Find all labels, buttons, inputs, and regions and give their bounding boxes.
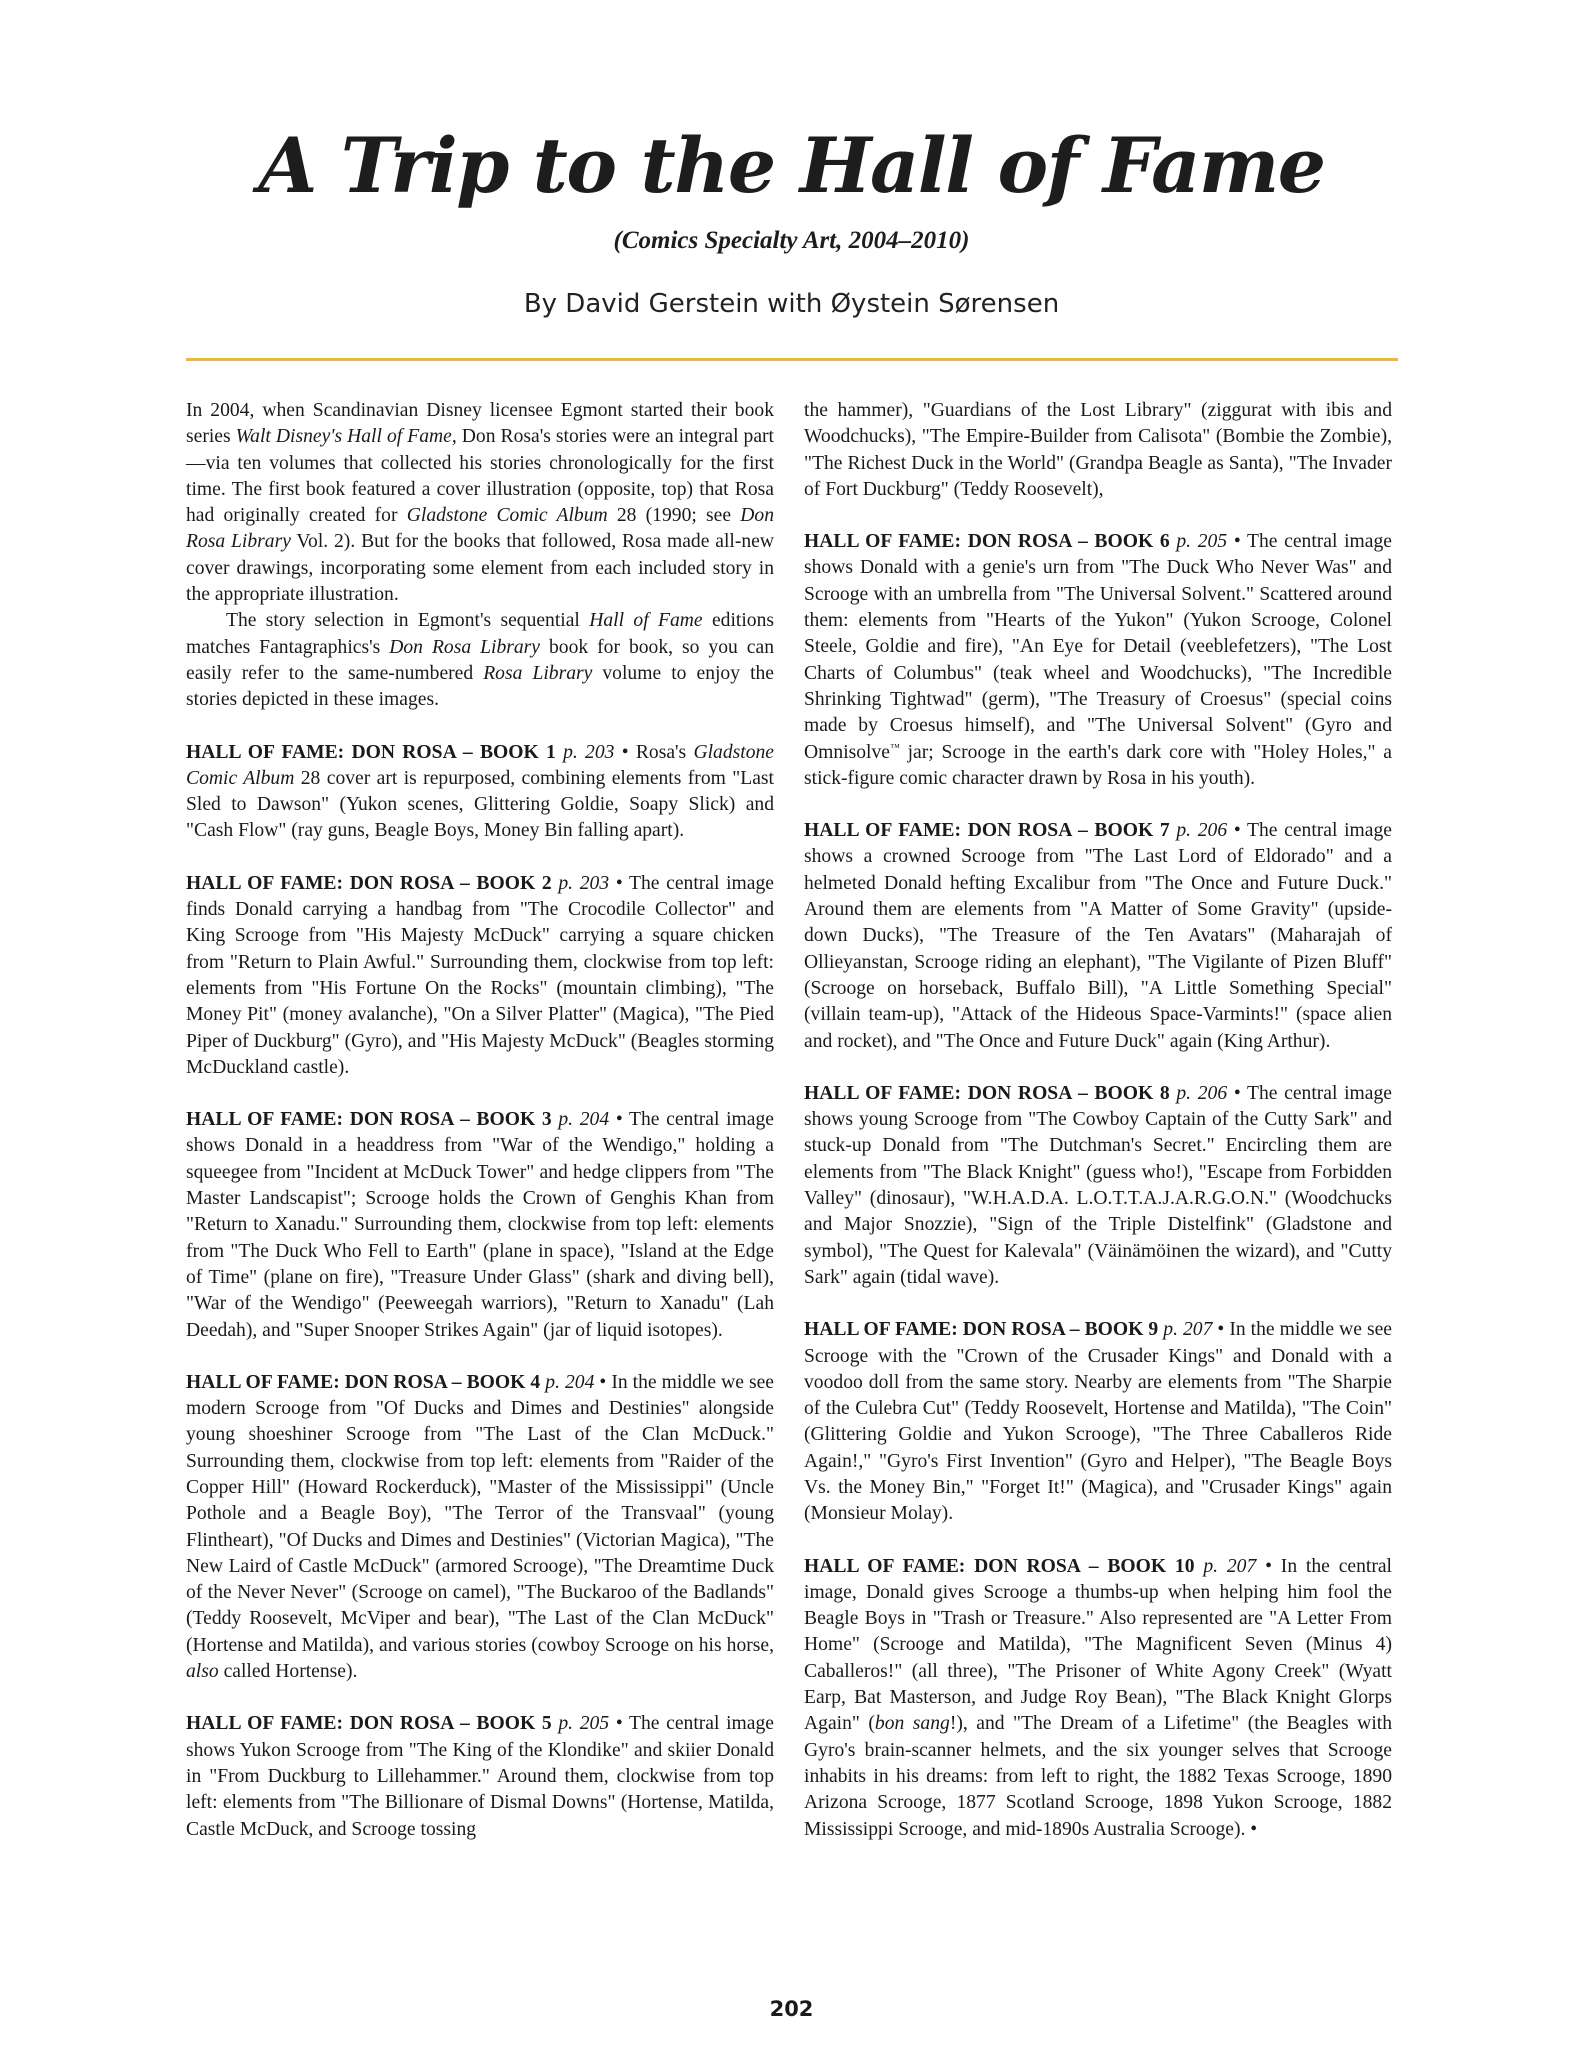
book-4-entry: HALL OF FAME: DON ROSA – BOOK 4 p. 204 • In the middle we see modern Scrooge from "Of Ducks and Dimes and Destinies" alongside young shoeshiner Scrooge from "The Last of the Clan McDuck." Surrounding them, clockwise from top left: elements from "Raider of the Copper Hill" (Howard Rockerduck), "Master of the Mississippi" (Uncle Pothole and a Beagle Boy), "The Terror of the Transvaal" (young Flintheart), "Of Ducks and Dimes and Destinies" (Victorian Magica), "The New Laird of Castle McDuck" (armored Scrooge), "The Dreamtime Duck of the Never Never" (Scrooge on camel), "The Buckaroo of the Badlands" (Teddy Roosevelt, McViper and bear), "The Last of the Clan McDuck" (Hortense and Matilda), and various stories (cowboy Scrooge on his horse, also called Hortense). [186, 1371, 775, 1683]
divider-rule [186, 358, 1398, 361]
book-5-entry: HALL OF FAME: DON ROSA – BOOK 5 p. 205 • The central image shows Yukon Scrooge from "The King of the Klondike" and skiier Donald in "From Duckburg to Lillehammer." Around them, clockwise from top left: elements from "The Billionare of Dismal Downs" (Hortense, Matilda, Castle McDuck, and Scrooge tossing [186, 1713, 774, 1840]
book-5-page-ref: p. 205 [558, 1713, 610, 1735]
book-8-heading: HALL OF FAME: DON ROSA – BOOK 8 [804, 1082, 1170, 1104]
book-9-page-ref: p. 207 [1163, 1319, 1213, 1341]
page-subtitle: (Comics Specialty Art, 2004–2010) [613, 227, 970, 254]
book-10-entry: HALL OF FAME: DON ROSA – BOOK 10 p. 207 • In the central image, Donald gives Scrooge a thumbs-up when helping him fool the Beagle Boys in "Trash or Treasure." Also represented are "A Letter From Home" (Scrooge and Matilda), "The Magnificent Seven (Minus 4) Caballeros!" (all three), "The Prisoner of White Agony Creek" (Wyatt Earp, Bat Masterson, and Judge Roy Bean), "The Black Knight Glorps Again" (bon sang!), and "The Dream of a Lifetime" (the Beagles with Gyro's brain-scanner helmets, and the six younger selves that Scrooge inhabits in his dreams: from left to right, the 1882 Texas Scrooge, 1890 Arizona Scrooge, 1877 Scotland Scrooge, 1898 Yukon Scrooge, 1882 Mississippi Scrooge, and mid-1890s Australia Scrooge). • [804, 1555, 1393, 1840]
book-1-page-ref: p. 203 [563, 741, 615, 763]
right-column [804, 398, 1392, 1869]
book-6-page-ref: p. 205 [1176, 531, 1228, 553]
book-2-page-ref: p. 203 [558, 872, 610, 894]
byline: By David Gerstein with Øystein Sørensen [523, 289, 1060, 319]
book-6-entry: HALL OF FAME: DON ROSA – BOOK 6 p. 205 • The central image shows Donald with a genie's urn from "The Duck Who Never Was" and Scrooge with an umbrella from "The Universal Solvent." Scattered around them: elements from "Hearts of the Yukon" (Yukon Scrooge, Colonel Steele, Goldie and fire), "An Eye for Detail (veeblefetzers), "The Lost Charts of Columbus" (teak wheel and Woodchucks), "The Incredible Shrinking Tightwad" (germ), "The Treasury of Croesus" (special coins made by Croesus himself), and "The Universal Solvent" (Gyro and Omnisolve™ jar; Scrooge in the earth's dark core with "Holey Holes," a stick-figure comic character drawn by Rosa in his youth). [804, 531, 1392, 789]
book-3-heading: HALL OF FAME: DON ROSA – BOOK 3 [186, 1109, 552, 1131]
book-3-entry: HALL OF FAME: DON ROSA – BOOK 3 p. 204 • The central image shows Donald in a headdress from "War of the Wendigo," holding a squeegee from "Incident at McDuck Tower" and hedge clippers from "The Master Landscapist"; Scrooge holds the Crown of Genghis Khan from "Return to Xanadu." Surrounding them, clockwise from top left: elements from "The Duck Who Fell to Earth" (plane in space), "Island at the Edge of Time" (plane on fire), "Treasure Under Glass" (shark and diving bell), "War of the Wendigo" (Peeweegah warriors), "Return to Xanadu" (Lah Deedah), and "Super Snooper Strikes Again" (jar of liquid isotopes). [186, 1109, 774, 1341]
book-8-page-ref: p. 206 [1176, 1082, 1228, 1104]
page-number: 202 [769, 1997, 814, 2021]
book-7-heading: HALL OF FAME: DON ROSA – BOOK 7 [804, 820, 1170, 842]
book-10-heading: HALL OF FAME: DON ROSA – BOOK 10 [804, 1555, 1195, 1577]
book-1-entry: HALL OF FAME: DON ROSA – BOOK 1 p. 203 • Rosa's Gladstone Comic Album 28 cover art is repurposed, combining elements from "Last Sled to Dawson" (Yukon scenes, Glittering Goldie, Soapy Slick) and "Cash Flow" (ray guns, Beagle Boys, Money Bin falling apart). [186, 741, 774, 842]
book-9-heading: HALL OF FAME: DON ROSA – BOOK 9 [804, 1319, 1159, 1341]
intro-paragraph-2: The story selection in Egmont's sequential Hall of Fame editions matches Fantagraphics's Don Rosa Library book for book, so you can easily refer to the same-numbered Rosa Library volume to enjoy the stories depicted in these images. [186, 610, 775, 711]
book-4-page-ref: p. 204 [545, 1371, 595, 1393]
book-5-entry-continued: the hammer), "Guardians of the Lost Library" (ziggurat with ibis and Woodchucks), "The Empire-Builder from Calisota" (Bombie the Zombie), "The Richest Duck in the World" (Grandpa Beagle as Santa), "The Invader of Fort Duckburg" (Teddy Roosevelt), [804, 400, 1392, 500]
book-6-heading: HALL OF FAME: DON ROSA – BOOK 6 [804, 531, 1170, 553]
book-10-page-ref: p. 207 [1203, 1555, 1257, 1577]
book-7-page-ref: p. 206 [1176, 820, 1228, 842]
page-title: A Trip to the Hall of Fame [258, 121, 1325, 210]
left-column [186, 398, 774, 1869]
intro-paragraph-1: In 2004, when Scandinavian Disney licensee Egmont started their book series Walt Disney's Hall of Fame, Don Rosa's stories were an integral part—via ten volumes that collected his stories chronologically for the first time. The first book featured a cover illustration (opposite, top) that Rosa had originally created for Gladstone Comic Album 28 (1990; see Don Rosa Library Vol. 2). But for the books that followed, Rosa made all-new cover drawings, incorporating some element from each included story in the appropriate illustration. [186, 400, 775, 606]
book-3-page-ref: p. 204 [558, 1109, 610, 1131]
book-4-heading: HALL OF FAME: DON ROSA – BOOK 4 [186, 1371, 541, 1393]
book-1-heading: HALL OF FAME: DON ROSA – BOOK 1 [186, 741, 556, 763]
book-7-entry: HALL OF FAME: DON ROSA – BOOK 7 p. 206 • The central image shows a crowned Scrooge from "The Last Lord of Eldorado" and a helmeted Donald hefting Excalibur from "The Once and Future Duck." Around them are elements from "A Matter of Some Gravity" (upside-down Ducks), "The Treasure of the Ten Avatars" (Maharajah of Ollieyanstan, Scrooge riding an elephant), "The Vigilante of Pizen Bluff" (Scrooge on horseback, Buffalo Bill), "A Little Something Special" (villain team-up), "Attack of the Hideous Space-Varmints!" (space alien and rocket), and "The Once and Future Duck" again (King Arthur). [804, 820, 1392, 1052]
book-9-entry: HALL OF FAME: DON ROSA – BOOK 9 p. 207 • In the middle we see Scrooge with the "Crown of the Crusader Kings" and Donald with a voodoo doll from the same story. Nearby are elements from "The Sharpie of the Culebra Cut" (Teddy Roosevelt, Hortense and Matilda), "The Coin" (Glittering Goldie and Yukon Scrooge), "The Three Caballeros Ride Again!," "Gyro's First Invention" (Gyro and Helper), "The Beagle Boys Vs. the Money Bin," "Forget It!" (Magica), and "Crusader Kings" again (Monsieur Molay). [804, 1319, 1393, 1525]
book-2-heading: HALL OF FAME: DON ROSA – BOOK 2 [186, 872, 552, 894]
book-2-entry: HALL OF FAME: DON ROSA – BOOK 2 p. 203 • The central image finds Donald carrying a handbag from "The Crocodile Collector" and King Scrooge from "His Majesty McDuck" carrying a square chicken from "Return to Plain Awful." Surrounding them, clockwise from top left: elements from "His Fortune On the Rocks" (mountain climbing), "The Money Pit" (money avalanche), "On a Silver Platter" (Magica), "The Pied Piper of Duckburg" (Gyro), and "His Majesty McDuck" (Beagles storming McDuckland castle). [186, 872, 774, 1078]
book-5-heading: HALL OF FAME: DON ROSA – BOOK 5 [186, 1713, 552, 1735]
book-8-entry: HALL OF FAME: DON ROSA – BOOK 8 p. 206 • The central image shows young Scrooge from "The Cowboy Captain of the Cutty Sark" and stuck-up Donald from "The Dutchman's Secret." Encircling them are elements from "The Black Knight" (guess who!), "Escape from Forbidden Valley" (dinosaur), "W.H.A.D.A. L.O.T.T.A.J.A.R.G.O.N." (Woodchucks and Major Snozzie), "Sign of the Triple Distelfink" (Gladstone and symbol), "The Quest for Kalevala" (Väinämöinen the wizard), and "Cutty Sark" again (tidal wave). [804, 1082, 1392, 1288]
